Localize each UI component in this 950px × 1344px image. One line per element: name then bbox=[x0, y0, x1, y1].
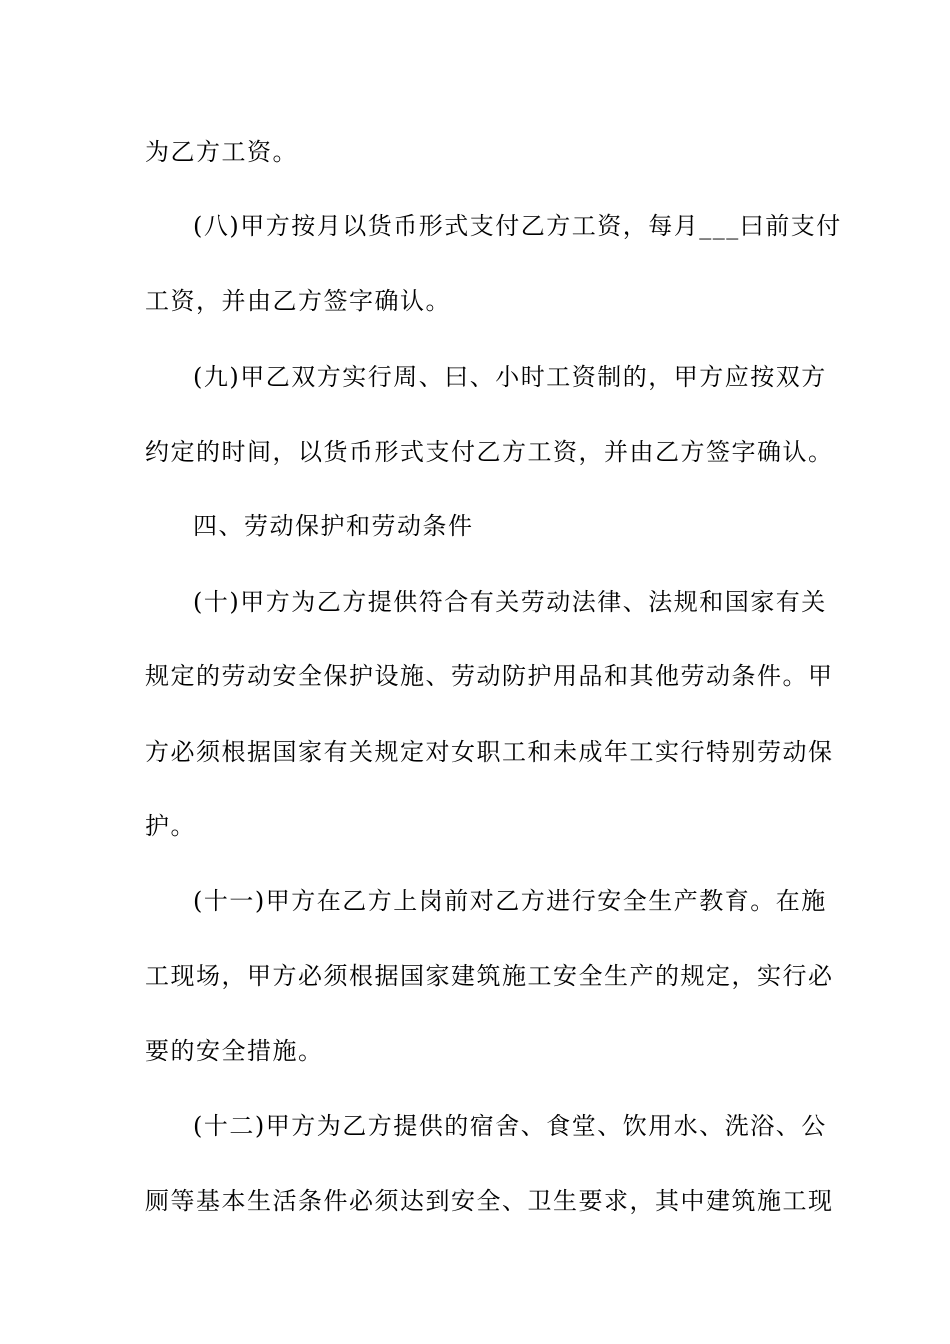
text-line: (十二)甲方为乙方提供的宿舍、食堂、饮用水、洗浴、公 bbox=[193, 1112, 827, 1140]
text-line: (十)甲方为乙方提供符合有关劳动法律、法规和国家有关 bbox=[193, 588, 827, 616]
text-line: 为乙方工资。 bbox=[145, 138, 298, 166]
text-line: (九)甲乙双方实行周、曰、小时工资制的，甲方应按双方 bbox=[193, 363, 827, 391]
text-line: 厕等基本生活条件必须达到安全、卫生要求，其中建筑施工现 bbox=[145, 1187, 834, 1215]
text-line: 护。 bbox=[145, 812, 196, 840]
text-line: (十一)甲方在乙方上岗前对乙方进行安全生产教育。在施 bbox=[193, 887, 827, 915]
text-line: (八)甲方按月以货币形式支付乙方工资，每月___曰前支付 bbox=[193, 212, 842, 240]
section-heading: 四、劳动保护和劳动条件 bbox=[193, 512, 474, 540]
text-line: 工现场，甲方必须根据国家建筑施工安全生产的规定，实行必 bbox=[145, 962, 834, 990]
text-line: 工资，并由乙方签字确认。 bbox=[145, 287, 451, 315]
text-line: 方必须根据国家有关规定对女职工和未成年工实行特别劳动保 bbox=[145, 738, 834, 766]
text-line: 规定的劳动安全保护设施、劳动防护用品和其他劳动条件。甲 bbox=[145, 662, 834, 690]
text-line: 约定的时间，以货币形式支付乙方工资，并由乙方签字确认。 bbox=[145, 438, 834, 466]
text-line: 要的安全措施。 bbox=[145, 1037, 324, 1065]
